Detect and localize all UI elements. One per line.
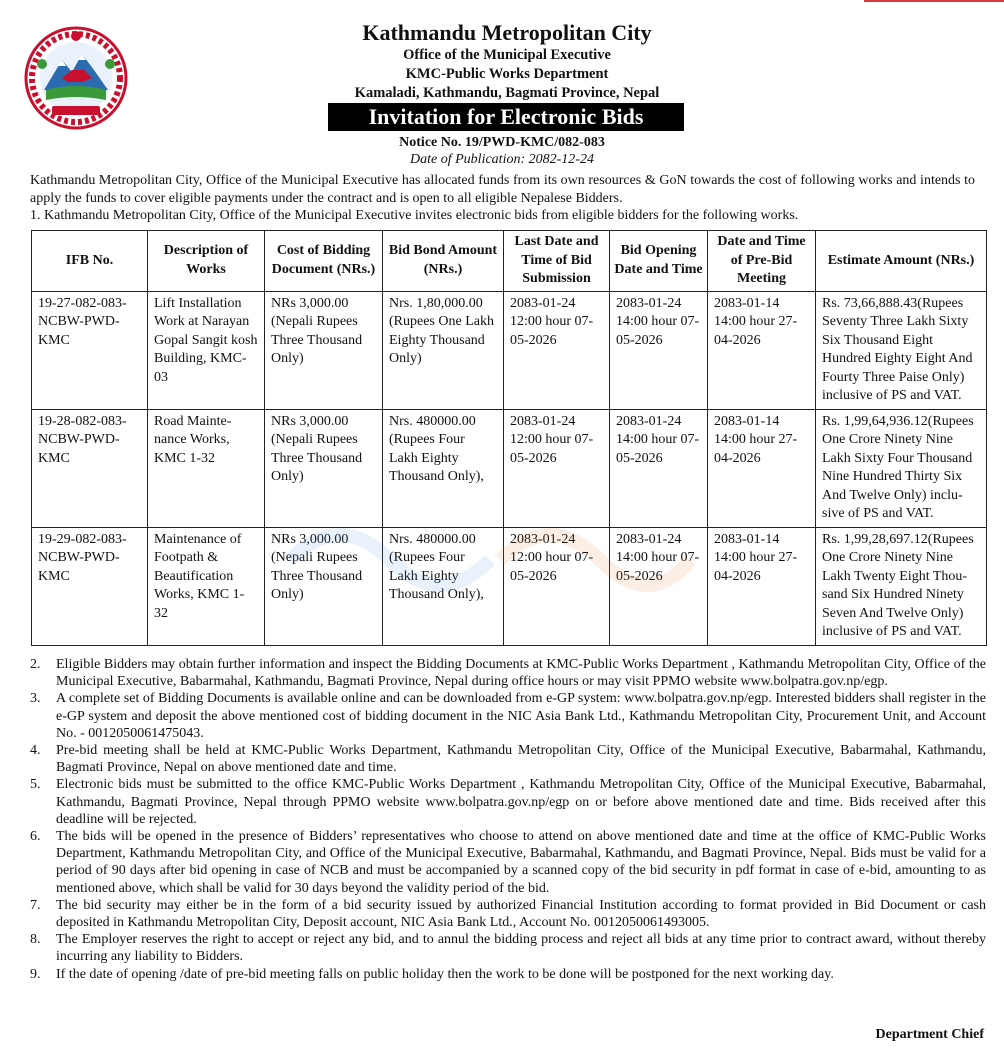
item-number: 7. bbox=[30, 897, 41, 913]
cell-submission-deadline: 2083-01-24 12:00 hour 07-05-2026 bbox=[504, 291, 610, 409]
cell-pre-bid-meeting: 2083-01-14 14:00 hour 27-04-2026 bbox=[708, 291, 816, 409]
bids-table bbox=[31, 230, 987, 646]
cell-bidding-cost: NRs 3,000.00 (Nepali Rupees Three Thousand Only) bbox=[265, 527, 383, 645]
cell-bid-bond: Nrs. 480000.00 (Rupees Four Lakh Eighty Thousand Only), bbox=[383, 409, 504, 527]
cell-ifb-no: 19-28-082-083-NCBW-PWD-KMC bbox=[32, 409, 148, 527]
cell-submission-deadline: 2083-01-24 12:00 hour 07-05-2026 bbox=[504, 527, 610, 645]
intro-paragraph: Kathmandu Metropolitan City, Office of the Municipal Executive has allocated funds from its own resources & GoN towards the cost of following works and intends to apply the funds to cover eligible payments under the contract and is open to all eligible Nepalese Bidders. bbox=[30, 173, 975, 206]
item-number: 8. bbox=[30, 932, 41, 948]
table-header-row bbox=[32, 231, 987, 292]
header-bid-opening: Bid Opening Date and Time bbox=[610, 231, 708, 292]
cell-submission-deadline: 2083-01-24 12:00 hour 07-05-2026 bbox=[504, 409, 610, 527]
instructions-list bbox=[30, 656, 986, 983]
header-bidding-cost: Cost of Bidding Document (NRs.) bbox=[265, 231, 383, 292]
table-row bbox=[32, 527, 987, 645]
header-pre-bid-meeting: Date and Time of Pre-Bid Meeting bbox=[708, 231, 816, 292]
item-text: Pre-bid meeting shall be held at KMC-Public Works Department, Kathmandu Metropolitan City, Office of the Municipal Executive, Babarmahal, Kathmandu, Bagmati Province, Nepal on above mentioned date and time. bbox=[56, 743, 986, 776]
item-text: A complete set of Bidding Documents is available online and can be downloaded from e-GP system: www.bolpatra.gov.np/egp. Interested bidders shall register in the e-GP system and deposit the above mentioned cost of bidding document in the NIC Asia Bank Ltd., Kathmandu Metropolitan City, Procurement Unit, and Account No. - 0012050061475043. bbox=[56, 691, 986, 741]
cell-bid-opening: 2083-01-24 14:00 hour 07-05-2026 bbox=[610, 291, 708, 409]
cell-description: Road Mainte-nance Works, KMC 1-32 bbox=[148, 409, 265, 527]
header-description: Description of Works bbox=[148, 231, 265, 292]
item-text: Electronic bids must be submitted to the office KMC-Public Works Department , Kathmandu Metropolitan City, Office of the Municipal Executive, Babarmahal, Kathmandu, Bagmati Province, Nepal through PPMO website www.bolpatra.gov.np/egp on or before above mentioned date and time. Bids received after this deadline will be rejected. bbox=[56, 777, 986, 827]
cell-estimate-amount: Rs. 1,99,64,936.12(Rupees One Crore Ninety Nine Lakh Sixty Four Thousand Nine Hundred Thirty Six And Twelve Only) inclu-sive of PS and VAT. bbox=[816, 409, 987, 527]
item-text: Eligible Bidders may obtain further information and inspect the Bidding Documents at KMC-Public Works Department , Kathmandu Metropolitan City, Office of the Municipal Executive, Babarmahal, Kathmandu, Bagmati Province, Nepal during office hours or may visit PPMO website www.bolpatra.gov.np/egp. bbox=[56, 657, 986, 690]
cell-bid-opening: 2083-01-24 14:00 hour 07-05-2026 bbox=[610, 527, 708, 645]
intro-item-1: 1. Kathmandu Metropolitan City, Office of the Municipal Executive invites electronic bids from eligible bidders for the following works. bbox=[30, 208, 799, 223]
cell-bid-opening: 2083-01-24 14:00 hour 07-05-2026 bbox=[610, 409, 708, 527]
signatory: Department Chief bbox=[875, 1027, 984, 1042]
office-title: Kathmandu Metropolitan City bbox=[362, 20, 652, 45]
cell-bid-bond: Nrs. 1,80,000.00 (Rupees One Lakh Eighty Thousand Only) bbox=[383, 291, 504, 409]
header-bid-bond: Bid Bond Amount (NRs.) bbox=[383, 231, 504, 292]
item-text: The bid security may either be in the form of a bid security issued by authorized Financial Institution according to format provided in Bid Document or cash deposited in Kathmandu Metropolitan City, Deposit account, NIC Asia Bank Ltd., Account No. 0012050061493005. bbox=[56, 897, 986, 931]
cell-description: Maintenance of Footpath & Beautification Works, KMC 1-32 bbox=[148, 527, 265, 645]
table-row bbox=[32, 291, 987, 409]
header-submission-deadline: Last Date and Time of Bid Submission bbox=[504, 231, 610, 292]
header-estimate-amount: Estimate Amount (NRs.) bbox=[816, 231, 987, 292]
publication-date: Date of Publication: 2082-12-24 bbox=[410, 152, 594, 167]
list-item bbox=[30, 931, 986, 965]
cell-estimate-amount: Rs. 1,99,28,697.12(Rupees One Crore Ninety Nine Lakh Twenty Eight Thou-sand Six Hundred Ninety Seven And Twelve Only) inclusive of PS and VAT. bbox=[816, 527, 987, 645]
cell-ifb-no: 19-27-082-083-NCBW-PWD-KMC bbox=[32, 291, 148, 409]
cell-bidding-cost: NRs 3,000.00 (Nepali Rupees Three Thousand Only) bbox=[265, 291, 383, 409]
cell-bid-bond: Nrs. 480000.00 (Rupees Four Lakh Eighty Thousand Only), bbox=[383, 527, 504, 645]
item-number: 2. bbox=[30, 657, 41, 672]
cell-pre-bid-meeting: 2083-01-14 14:00 hour 27-04-2026 bbox=[708, 409, 816, 527]
cell-ifb-no: 19-29-082-083-NCBW-PWD-KMC bbox=[32, 527, 148, 645]
cell-pre-bid-meeting: 2083-01-14 14:00 hour 27-04-2026 bbox=[708, 527, 816, 645]
header-ifb-no: IFB No. bbox=[32, 231, 148, 292]
item-number: 5. bbox=[30, 777, 41, 793]
item-number: 3. bbox=[30, 691, 41, 707]
office-subtitle: Office of the Municipal Executive bbox=[403, 47, 611, 63]
cell-estimate-amount: Rs. 73,66,888.43(Rupees Seventy Three Lakh Sixty Six Thousand Eight Hundred Eighty Eight And Fourty Three Paise Only) inclusive of PS and VAT. bbox=[816, 291, 987, 409]
item-text: The bids will be opened in the presence of Bidders’ representatives who choose to attend on above mentioned date and time at the office of KMC-Public Works Department, Kathmandu Metropolitan City, and Office of the Municipal Executive, Babarmahal, Kathmandu, and Bagmati Province, Nepal. Bids must be valid for a period of 90 days after bid opening in case of NCB and must be accompanied by a scanned copy of the bid security in pdf format in case of e-bid, amounting to as mentioned above, which shall be valid for 30 days beyond the validity period of the bid. bbox=[56, 829, 986, 896]
item-number: 6. bbox=[30, 829, 41, 845]
cell-description: Lift Installation Work at Narayan Gopal Sangit kosh Building, KMC-03 bbox=[148, 291, 265, 409]
notice-number: Notice No. 19/PWD-KMC/082-083 bbox=[399, 135, 605, 150]
item-text: The Employer reserves the right to accept or reject any bid, and to annul the bidding process and reject all bids at any time prior to contract award, without thereby incurring any liability to Bidders. bbox=[56, 932, 986, 965]
list-item bbox=[30, 690, 986, 742]
intro-text bbox=[30, 172, 975, 225]
nepal-emblem-icon bbox=[22, 24, 130, 132]
cell-bidding-cost: NRs 3,000.00 (Nepali Rupees Three Thousand Only) bbox=[265, 409, 383, 527]
office-address: Kamaladi, Kathmandu, Bagmati Province, Nepal bbox=[354, 85, 660, 101]
list-item bbox=[30, 742, 986, 776]
top-accent-line bbox=[864, 0, 1004, 2]
department-name: KMC-Public Works Department bbox=[405, 66, 609, 82]
item-text: If the date of opening /date of pre-bid meeting falls on public holiday then the work to be done will be postponed for the next working day. bbox=[56, 966, 834, 982]
notice-banner: Invitation for Electronic Bids bbox=[328, 103, 684, 131]
list-item bbox=[30, 776, 986, 828]
item-number: 9. bbox=[30, 966, 41, 982]
list-item bbox=[30, 966, 986, 983]
item-number: 4. bbox=[30, 743, 41, 759]
list-item bbox=[30, 656, 986, 690]
table-row bbox=[32, 409, 987, 527]
letterhead bbox=[150, 20, 864, 103]
list-item bbox=[30, 897, 986, 931]
list-item bbox=[30, 828, 986, 897]
